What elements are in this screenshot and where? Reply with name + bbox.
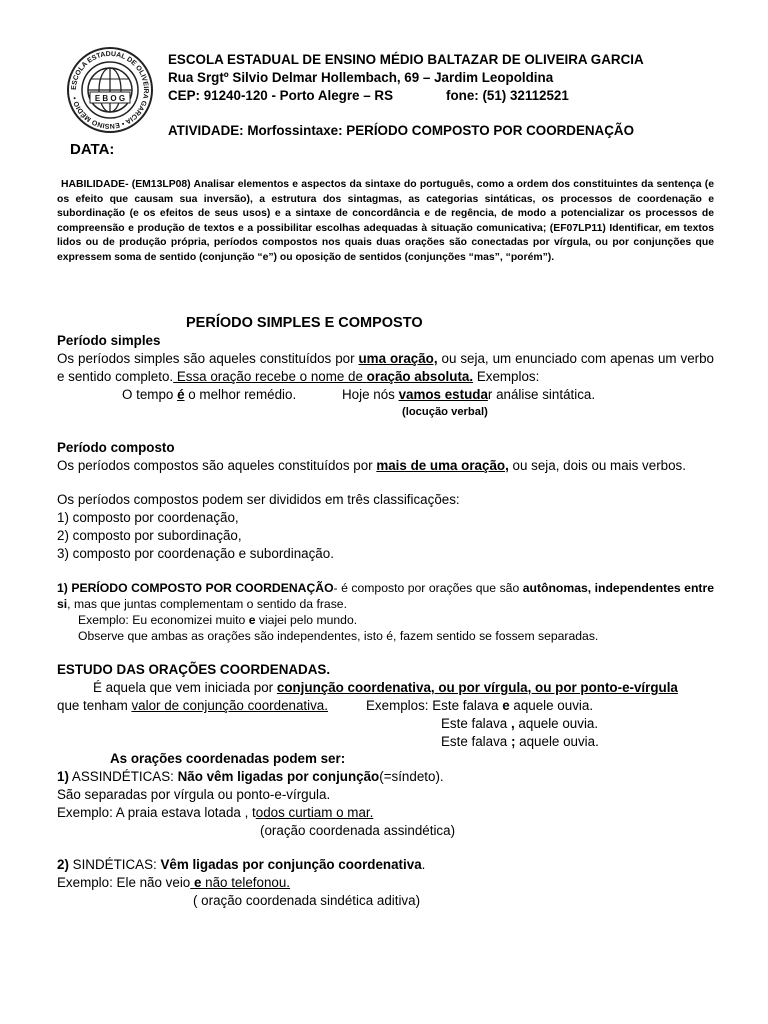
assindeticas-line: 1) ASSINDÉTICAS: Não vêm ligadas por conjunção(=síndeto). [57, 769, 444, 784]
date-label: DATA: [70, 141, 115, 158]
sindeticas-note: ( oração coordenada sindética aditiva) [193, 893, 421, 908]
estudo-heading: ESTUDO DAS ORAÇÕES COORDENADAS. [57, 662, 331, 677]
logo-ring-text: ESCOLA ESTADUAL DE OLIVEIRA GARCIA • ENSINO MÉDIO • [70, 50, 150, 130]
coordenacao-observacao: Observe que ambas as orações são independentes, isto é, fazem sentido se fossem separadas. [78, 629, 599, 643]
activity-title: ATIVIDADE: Morfossintaxe: PERÍODO COMPOSTO POR COORDENAÇÃO [168, 123, 634, 138]
estudo-line-2: que tenham valor de conjunção coordenativa. [57, 698, 328, 713]
habilidade-paragraph: HABILIDADE- (EM13LP08) Analisar elementos e aspectos da sintaxe do português, como a ordem dos constituintes da sentença (e os efeito que causam sua inversão), a estrutura dos sintagmas, as categorias sintáticas, os processos de coordenação e subordinação (e os efeitos de seus usos) e a sintaxe de concordância e de regência, de modo a potencializar os processos de compreensão e produção de textos e a possibilitar escolhas adequadas à situação comunicativa; (EF07LP11) Identificar, em textos lidos ou de produção própria, períodos compostos nos quais duas orações são conectadas por vírgula, ou por conjunções que expressem soma de sentido (conjunção “e”) ou oposição de sentidos (conjunções “mas”, “porém”). [57, 179, 714, 263]
simples-heading: Período simples [57, 333, 161, 348]
podem-ser-heading: As orações coordenadas podem ser: [110, 751, 346, 766]
school-cep: CEP: 91240-120 - Porto Alegre – RS [168, 88, 393, 103]
estudo-example-3: Este falava ; aquele ouvia. [441, 734, 599, 749]
logo-monogram: E B O G [94, 94, 126, 103]
list-item: 2) composto por subordinação, [57, 528, 242, 543]
school-name: ESCOLA ESTADUAL DE ENSINO MÉDIO BALTAZAR DE OLIVEIRA GARCIA [168, 52, 644, 67]
assindeticas-note: (oração coordenada assindética) [260, 823, 456, 838]
simples-paragraph: Os períodos simples são aqueles constituídos por uma oração, ou seja, um enunciado com apenas um verbo e sentido completo. Essa oração recebe o nome de oração absoluta. Exemplos: [57, 351, 714, 384]
estudo-example-2: Este falava , aquele ouvia. [441, 716, 599, 731]
section-title: PERÍODO SIMPLES E COMPOSTO [186, 315, 423, 331]
locucao-note: (locução verbal) [402, 406, 488, 418]
coordenacao-paragraph: 1) PERÍODO COMPOSTO POR COORDENAÇÃO- é composto por orações que são autônomas, independentes entre si, mas que juntas complementam o sentido da frase. [57, 581, 714, 611]
composto-paragraph: Os períodos compostos são aqueles constituídos por mais de uma oração, ou seja, dois ou mais verbos. [57, 458, 686, 473]
simples-example-1: O tempo é o melhor remédio. [122, 387, 297, 402]
sindeticas-example: Exemplo: Ele não veio e não telefonou. [57, 875, 291, 890]
sindeticas-line: 2) SINDÉTICAS: Vêm ligadas por conjunção coordenativa. [57, 857, 426, 872]
list-item: 3) composto por coordenação e subordinação. [57, 546, 334, 561]
school-logo [66, 46, 154, 134]
composto-heading: Período composto [57, 440, 175, 455]
assindeticas-description: São separadas por vírgula ou ponto-e-vírgula. [57, 787, 331, 802]
list-item: 1) composto por coordenação, [57, 510, 239, 525]
school-address: Rua Srgtº Silvio Delmar Hollembach, 69 – Jardim Leopoldina [168, 70, 554, 85]
simples-example-2: Hoje nós vamos estudar análise sintática. [342, 387, 596, 402]
estudo-example-1: Exemplos: Este falava e aquele ouvia. [366, 698, 594, 713]
composto-classificacoes: Os períodos compostos podem ser divididos em três classificações: [57, 492, 460, 507]
school-phone: fone: (51) 32112521 [446, 88, 569, 103]
coordenacao-example: Exemplo: Eu economizei muito e viajei pelo mundo. [78, 613, 358, 627]
assindeticas-example: Exemplo: A praia estava lotada , todos curtiam o mar. [57, 805, 374, 820]
estudo-line-1: É aquela que vem iniciada por conjunção coordenativa, ou por vírgula, ou por ponto-e-vírgula [93, 680, 678, 695]
